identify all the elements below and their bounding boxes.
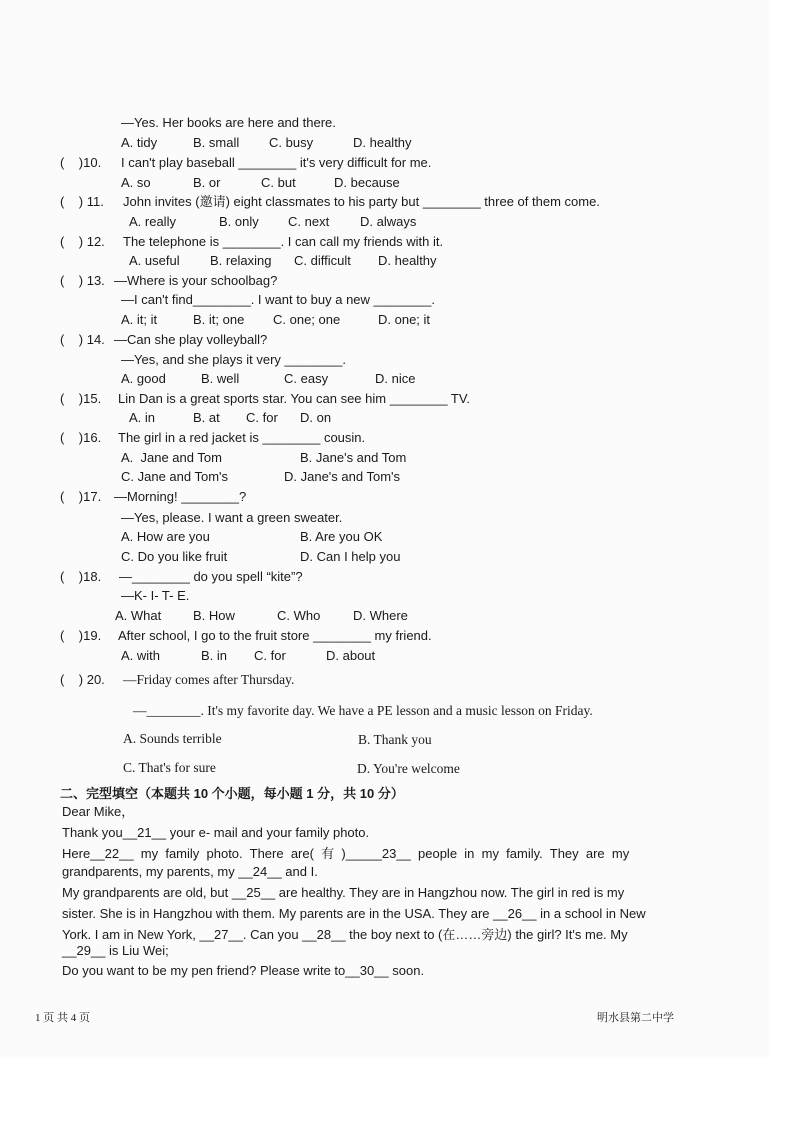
- text-line: C. Jane and Tom's: [121, 469, 229, 484]
- text-line: ( ) 11.: [60, 194, 104, 209]
- text-line: —Yes, and she plays it very ________.: [121, 352, 346, 367]
- text-line: 二、完型填空（本题共 10 个小题，每小题 1 分，共 10 分）: [60, 786, 404, 801]
- school-name: 明水县第二中学: [597, 1012, 674, 1024]
- text-line: B. at: [193, 410, 220, 425]
- text-line: After school, I go to the fruit store ________ my friend.: [118, 628, 432, 643]
- text-line: B. Are you OK: [300, 529, 383, 544]
- text-line: York. I am in New York, __27__. Can you __28__ the boy next to (在……旁边) the girl? It's me. My: [62, 927, 628, 942]
- text-line: Do you want to be my pen friend? Please write to__30__ soon.: [62, 963, 425, 978]
- text-line: B. small: [193, 135, 240, 150]
- text-line: C. Do you like fruit: [121, 549, 228, 564]
- text-line: ( )17.: [60, 489, 102, 504]
- text-line: —Morning! ________?: [114, 489, 247, 504]
- text-line: A. with: [121, 648, 161, 663]
- text-line: Here__22__ my family photo. There are( 有 )_____23__ people in my family. They are my: [62, 846, 630, 861]
- text-line: A. Jane and Tom: [121, 450, 222, 465]
- text-line: C. but: [261, 175, 296, 190]
- text-line: ( )16.: [60, 430, 102, 445]
- text-line: ( ) 12.: [60, 234, 105, 249]
- text-line: D. healthy: [353, 135, 412, 150]
- text-line: ( )18.: [60, 569, 102, 584]
- text-line: C. for: [246, 410, 278, 425]
- page-number: 1 页 共 4 页: [35, 1012, 90, 1024]
- text-line: C. for: [254, 648, 286, 663]
- text-line: D. You're welcome: [357, 761, 460, 776]
- text-line: —________ do you spell “kite”?: [119, 569, 303, 584]
- text-line: Lin Dan is a great sports star. You can see him ________ TV.: [118, 391, 470, 406]
- text-line: —Yes. Her books are here and there.: [121, 115, 336, 130]
- text-line: ( )10.: [60, 155, 102, 170]
- text-line: B. well: [201, 371, 240, 386]
- text-line: D. Where: [353, 608, 408, 623]
- text-line: B. Jane's and Tom: [300, 450, 407, 465]
- text-line: C. one; one: [273, 312, 341, 327]
- text-line: ( )15.: [60, 391, 102, 406]
- text-line: C. Who: [277, 608, 321, 623]
- text-line: D. because: [334, 175, 400, 190]
- text-line: Thank you__21__ your e- mail and your family photo.: [62, 825, 370, 840]
- text-line: A. How are you: [121, 529, 210, 544]
- text-line: B. or: [193, 175, 221, 190]
- text-line: D. always: [360, 214, 417, 229]
- text-line: D. Can I help you: [300, 549, 401, 564]
- text-line: ( ) 13.: [60, 273, 105, 288]
- text-line: A. really: [129, 214, 176, 229]
- text-line: D. healthy: [378, 253, 437, 268]
- text-line: A. good: [121, 371, 166, 386]
- text-line: —________. It's my favorite day. We have a PE lesson and a music lesson on Friday.: [133, 703, 593, 718]
- text-line: ( )19.: [60, 628, 102, 643]
- text-line: A. so: [121, 175, 151, 190]
- text-line: D. nice: [375, 371, 416, 386]
- text-line: C. That's for sure: [123, 760, 216, 775]
- text-line: grandparents, my parents, my __24__ and I.: [62, 864, 318, 879]
- text-line: C. difficult: [294, 253, 351, 268]
- text-line: sister. She is in Hangzhou with them. My parents are in the USA. They are __26__ in a school in New: [62, 906, 646, 921]
- text-line: D. one; it: [378, 312, 431, 327]
- text-line: ( ) 20.: [60, 672, 105, 687]
- text-line: ( ) 14.: [60, 332, 105, 347]
- text-line: A. tidy: [121, 135, 158, 150]
- text-line: A. in: [129, 410, 156, 425]
- text-line: A. useful: [129, 253, 180, 268]
- text-line: B. Thank you: [358, 732, 432, 747]
- text-line: John invites (邀请) eight classmates to his party but ________ three of them come.: [123, 194, 600, 209]
- text-line: A. Sounds terrible: [123, 731, 222, 746]
- text-line: My grandparents are old, but __25__ are healthy. They are in Hangzhou now. The girl in red is my: [62, 885, 625, 900]
- text-line: B. only: [219, 214, 259, 229]
- text-line: __29__ is Liu Wei;: [62, 943, 169, 958]
- text-line: —Friday comes after Thursday.: [123, 672, 295, 687]
- text-line: D. on: [300, 410, 332, 425]
- text-line: —I can't find________. I want to buy a new ________.: [121, 292, 435, 307]
- text-line: B. it; one: [193, 312, 245, 327]
- text-line: —K- I- T- E.: [121, 588, 190, 603]
- text-line: The telephone is ________. I can call my friends with it.: [123, 234, 444, 249]
- text-line: C. next: [288, 214, 330, 229]
- text-line: A. What: [115, 608, 162, 623]
- text-line: A. it; it: [121, 312, 158, 327]
- text-line: C. easy: [284, 371, 329, 386]
- text-line: B. How: [193, 608, 235, 623]
- text-line: —Where is your schoolbag?: [114, 273, 278, 288]
- text-line: C. busy: [269, 135, 314, 150]
- text-line: B. in: [201, 648, 228, 663]
- text-line: D. about: [326, 648, 376, 663]
- text-line: —Can she play volleyball?: [114, 332, 268, 347]
- text-line: D. Jane's and Tom's: [284, 469, 401, 484]
- text-line: Dear Mike，: [62, 804, 135, 819]
- text-line: —Yes, please. I want a green sweater.: [121, 510, 343, 525]
- text-line: B. relaxing: [210, 253, 272, 268]
- text-line: I can't play baseball ________ it's very difficult for me.: [121, 155, 432, 170]
- text-line: The girl in a red jacket is ________ cousin.: [118, 430, 366, 445]
